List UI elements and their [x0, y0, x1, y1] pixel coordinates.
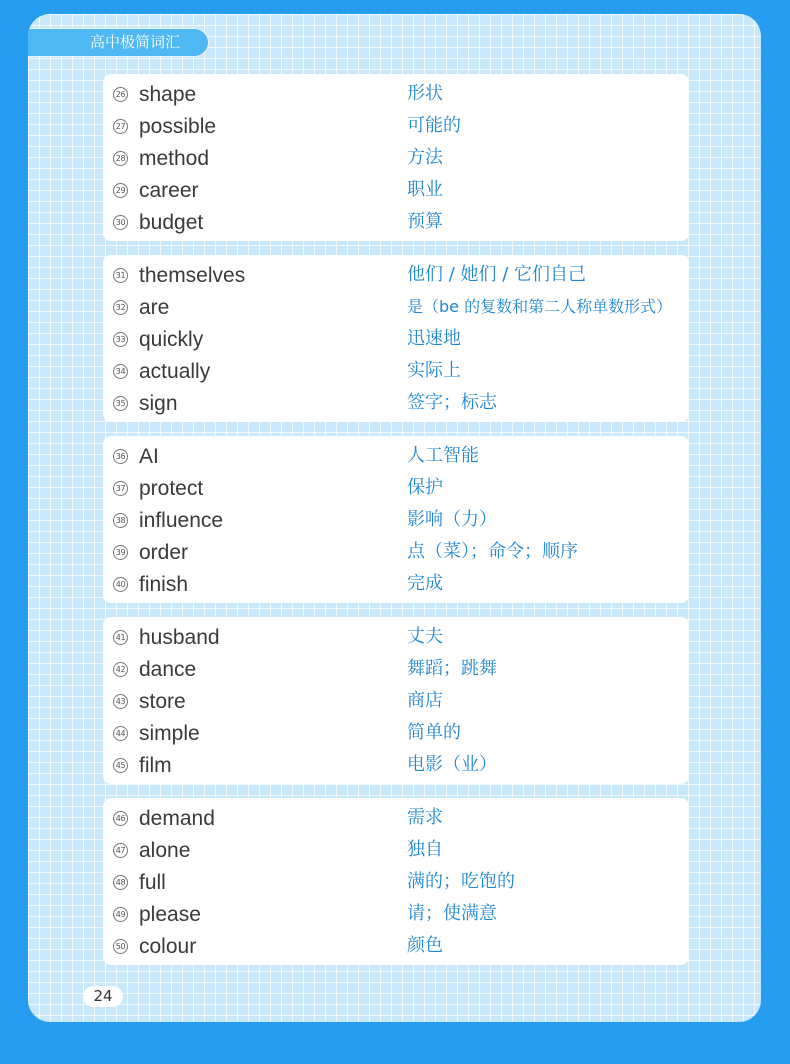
entry-number: 32 — [113, 300, 128, 315]
english-word: AI — [139, 445, 159, 468]
chinese-meaning: 满的；吃饱的 — [407, 871, 515, 892]
vocab-row — [103, 899, 689, 931]
vocab-row — [103, 143, 689, 175]
entry-number: 47 — [113, 843, 128, 858]
english-word: please — [139, 903, 201, 926]
vocab-row — [103, 473, 689, 505]
vocab-row — [103, 622, 689, 654]
english-word: actually — [139, 360, 211, 383]
chinese-meaning: 简单的 — [407, 722, 461, 743]
english-word: are — [139, 296, 170, 319]
entry-number: 50 — [113, 939, 128, 954]
vocab-group — [103, 798, 689, 965]
chinese-meaning: 颜色 — [407, 935, 443, 956]
vocab-row — [103, 686, 689, 718]
entry-number: 41 — [113, 630, 128, 645]
page-number: 24 — [83, 986, 123, 1007]
chinese-meaning: 请；使满意 — [407, 903, 497, 924]
chinese-meaning: 保护 — [407, 477, 443, 498]
vocab-group — [103, 255, 689, 422]
english-word: finish — [139, 573, 189, 596]
vocab-row — [103, 718, 689, 750]
chinese-meaning: 需求 — [407, 807, 443, 828]
english-word: store — [139, 690, 186, 713]
english-word: themselves — [139, 264, 246, 287]
vocab-row — [103, 537, 689, 569]
vocab-row — [103, 79, 689, 111]
english-word: film — [139, 754, 172, 777]
vocab-row — [103, 803, 689, 835]
entry-number: 27 — [113, 119, 128, 134]
english-word: simple — [139, 722, 200, 745]
chinese-meaning: 迅速地 — [407, 328, 461, 349]
chinese-meaning: 独自 — [407, 839, 443, 860]
header-tab — [28, 29, 208, 56]
english-word: career — [139, 179, 199, 202]
english-word: budget — [139, 211, 204, 234]
chinese-meaning: 舞蹈；跳舞 — [407, 658, 497, 679]
english-word: full — [139, 871, 166, 894]
chinese-meaning: 预算 — [407, 211, 443, 232]
english-word: alone — [139, 839, 191, 862]
vocab-group — [103, 436, 689, 603]
english-word: order — [139, 541, 189, 564]
english-word: influence — [139, 509, 224, 532]
chinese-meaning: 人工智能 — [407, 445, 479, 466]
entry-number: 35 — [113, 396, 128, 411]
vocab-row — [103, 569, 689, 601]
vocab-row — [103, 867, 689, 899]
english-word: method — [139, 147, 210, 170]
chinese-meaning: 实际上 — [407, 360, 461, 381]
entry-number: 40 — [113, 577, 128, 592]
chinese-meaning: 他们 / 她们 / 它们自己 — [407, 264, 587, 285]
vocab-row — [103, 356, 689, 388]
entry-number: 48 — [113, 875, 128, 890]
vocab-row — [103, 175, 689, 207]
chinese-meaning: 丈夫 — [407, 626, 443, 647]
entry-number: 44 — [113, 726, 128, 741]
entry-number: 43 — [113, 694, 128, 709]
entry-number: 28 — [113, 151, 128, 166]
entry-number: 46 — [113, 811, 128, 826]
chinese-meaning: 方法 — [407, 147, 443, 168]
entry-number: 31 — [113, 268, 128, 283]
entry-number: 29 — [113, 183, 128, 198]
vocab-row — [103, 441, 689, 473]
vocab-row — [103, 111, 689, 143]
entry-number: 33 — [113, 332, 128, 347]
chinese-meaning: 是（be 的复数和第二人称单数形式） — [407, 297, 673, 316]
english-word: protect — [139, 477, 204, 500]
vocab-row — [103, 931, 689, 963]
chinese-meaning: 电影（业） — [407, 754, 497, 775]
vocabulary-page — [28, 14, 761, 1022]
entry-number: 30 — [113, 215, 128, 230]
chinese-meaning: 点（菜）；命令；顺序 — [407, 541, 578, 562]
entry-number: 39 — [113, 545, 128, 560]
english-word: quickly — [139, 328, 204, 351]
vocab-row — [103, 750, 689, 782]
entry-number: 38 — [113, 513, 128, 528]
entry-number: 37 — [113, 481, 128, 496]
header-title: 高中极简词汇 — [90, 33, 181, 51]
entry-number: 34 — [113, 364, 128, 379]
chinese-meaning: 形状 — [407, 83, 443, 104]
english-word: dance — [139, 658, 197, 681]
chinese-meaning: 职业 — [407, 179, 443, 200]
chinese-meaning: 完成 — [407, 573, 443, 594]
english-word: possible — [139, 115, 217, 138]
vocab-row — [103, 388, 689, 420]
entry-number: 49 — [113, 907, 128, 922]
entry-number: 26 — [113, 87, 128, 102]
chinese-meaning: 影响（力） — [407, 509, 497, 530]
chinese-meaning: 商店 — [407, 690, 443, 711]
vocab-group — [103, 74, 689, 241]
english-word: sign — [139, 392, 178, 415]
vocab-row — [103, 505, 689, 537]
vocab-row — [103, 654, 689, 686]
entry-number: 45 — [113, 758, 128, 773]
vocab-row — [103, 207, 689, 239]
entry-number: 36 — [113, 449, 128, 464]
vocab-row — [103, 324, 689, 356]
vocab-row — [103, 292, 689, 324]
english-word: colour — [139, 935, 197, 958]
vocab-group — [103, 617, 689, 784]
english-word: shape — [139, 83, 197, 106]
chinese-meaning: 可能的 — [407, 115, 461, 136]
chinese-meaning: 签字；标志 — [407, 392, 497, 413]
vocab-row — [103, 260, 689, 292]
entry-number: 42 — [113, 662, 128, 677]
english-word: demand — [139, 807, 215, 830]
english-word: husband — [139, 626, 220, 649]
vocab-row — [103, 835, 689, 867]
